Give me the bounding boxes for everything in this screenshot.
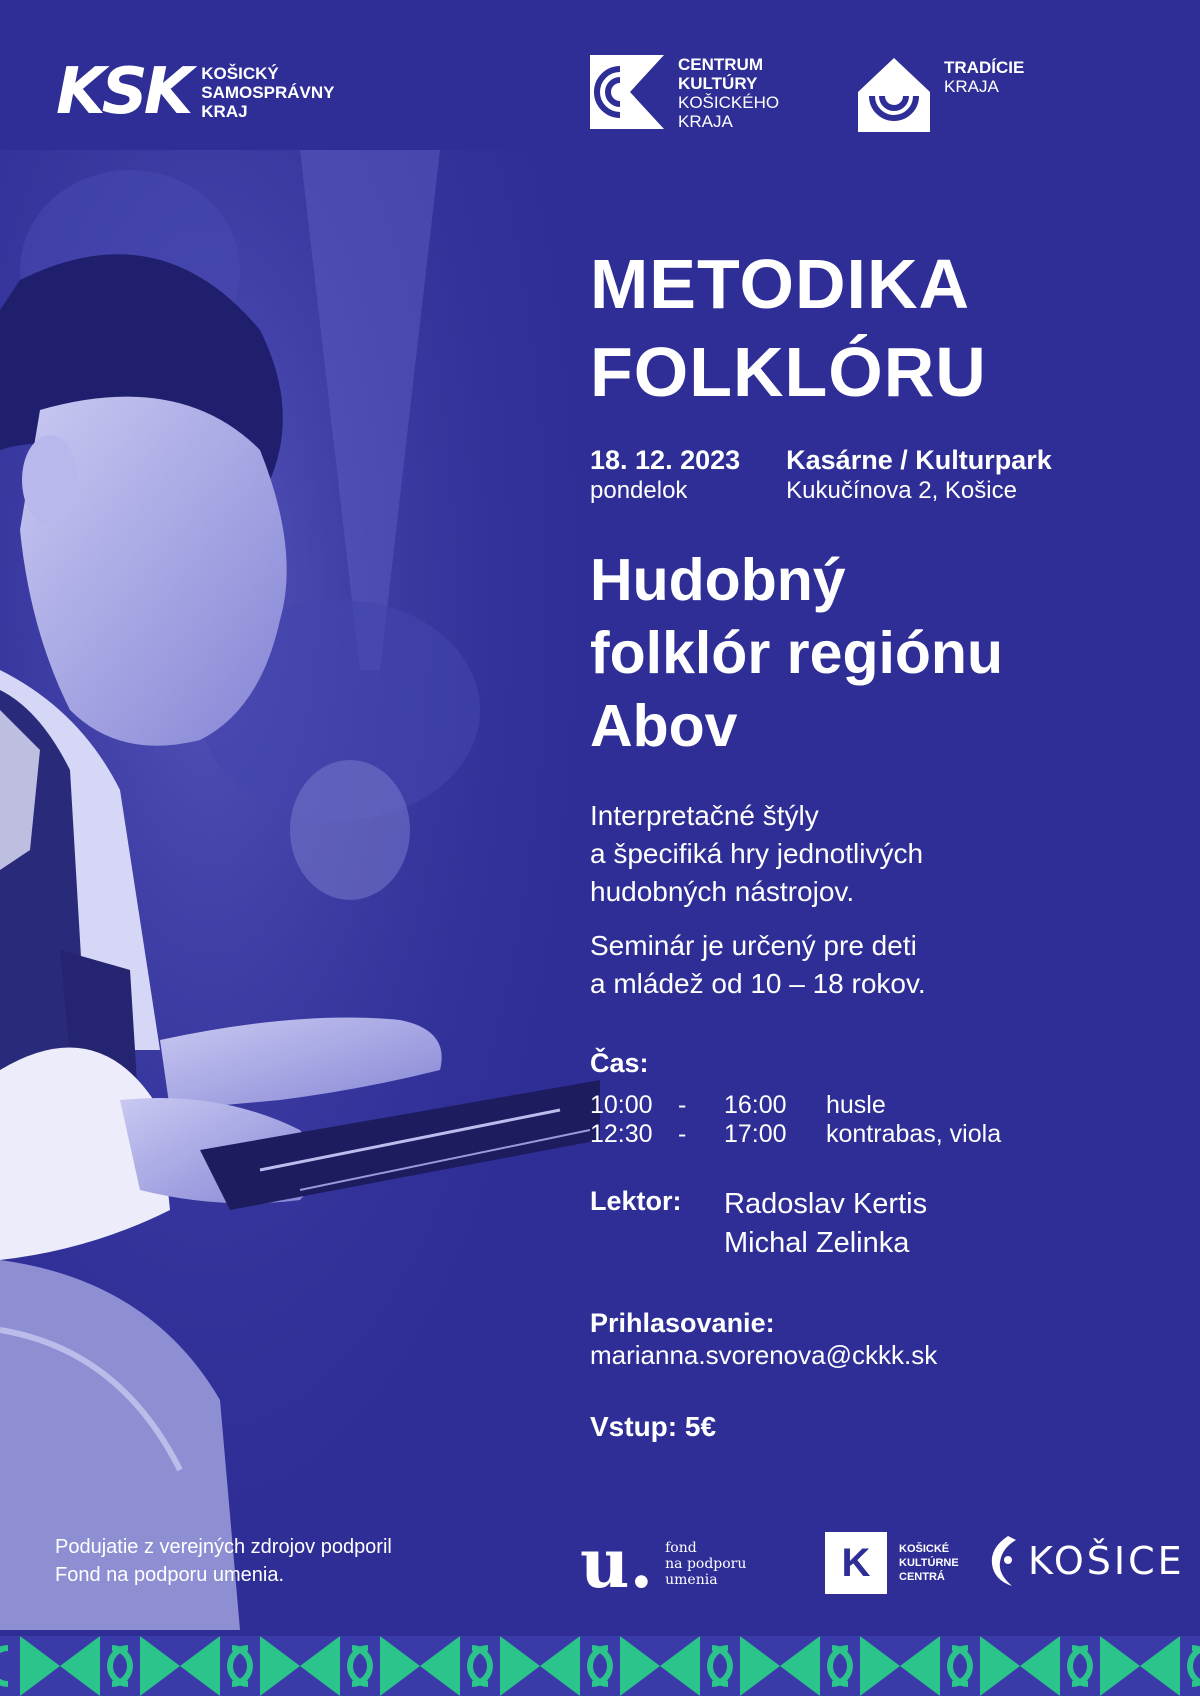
description-line-1: Interpretačné štýly (590, 800, 819, 831)
ckkk-logo-text (678, 55, 779, 131)
schedule-to: 17:00 (724, 1120, 787, 1148)
lecturer-name: Michal Zelinka (724, 1227, 910, 1259)
schedule-row (590, 1091, 1170, 1120)
schedule (590, 1047, 1170, 1149)
schedule-dash: - (678, 1091, 687, 1119)
kkc-line-2: KULTÚRNE (899, 1557, 959, 1569)
subtitle-line-2: folklór regiónu (590, 620, 1003, 686)
schedule-from: 10:00 (590, 1091, 653, 1119)
ckkk-line-2: KULTÚRY (678, 74, 758, 93)
event-content (590, 240, 1170, 1443)
schedule-instrument: husle (826, 1091, 886, 1119)
tradicie-line-1: TRADÍCIE (944, 58, 1025, 77)
ckkk-logo (590, 55, 779, 131)
fpu-line-2: na podporu (665, 1556, 747, 1572)
lecturers-names (724, 1185, 927, 1263)
entry-fee: Vstup: 5€ (590, 1411, 717, 1442)
fpu-line-1: fond (665, 1540, 697, 1556)
tradicie-line-2: KRAJA (944, 77, 999, 96)
event-weekday: pondelok (590, 477, 688, 504)
schedule-instrument: kontrabas, viola (826, 1120, 1002, 1148)
event-audience (590, 927, 1170, 1003)
event-subtitle (590, 544, 1170, 763)
schedule-dash: - (678, 1120, 687, 1148)
ksk-line-1: KOŠICKÝ (201, 63, 279, 83)
event-date-block (590, 444, 740, 506)
support-line-2: Fond na podporu umenia. (55, 1564, 285, 1586)
fpu-logo (580, 1524, 747, 1604)
schedule-rows (590, 1091, 1170, 1149)
subtitle-line-1: Hudobný (590, 547, 846, 613)
lecturer-name: Radoslav Kertis (724, 1188, 928, 1220)
fpu-line-3: umenia (665, 1572, 718, 1588)
lecturers (590, 1185, 1170, 1263)
description-line-2: a špecifiká hry jednotlivých (590, 838, 924, 869)
kosice-logo-text: KOŠICE (1028, 1539, 1185, 1583)
event-address: Kukučínova 2, Košice (786, 477, 1017, 504)
schedule-to: 16:00 (724, 1091, 787, 1119)
event-venue: Kasárne / Kulturpark (786, 445, 1052, 475)
kkc-logo-mark: K (825, 1532, 887, 1594)
decorative-pattern-band (0, 1636, 1200, 1696)
ksk-logo (56, 55, 335, 129)
schedule-heading: Čas: (590, 1048, 649, 1078)
event-venue-block (786, 444, 1052, 506)
tradicie-logo-text (944, 58, 1024, 96)
registration (590, 1307, 1170, 1371)
kkc-line-3: CENTRÁ (899, 1571, 945, 1583)
ckkk-logo-icon (590, 55, 664, 129)
fpu-logo-mark: u. (580, 1524, 654, 1604)
audience-line-2: a mládež od 10 – 18 rokov. (590, 968, 926, 999)
support-line-1: Podujatie z verejných zdrojov podporil (55, 1536, 392, 1558)
kkc-logo-text (899, 1542, 959, 1584)
description-line-3: hudobných nástrojov. (590, 876, 855, 907)
event-meta (590, 444, 1170, 506)
ksk-line-3: KRAJ (201, 101, 248, 121)
schedule-from: 12:30 (590, 1120, 653, 1148)
event-date: 18. 12. 2023 (590, 445, 741, 475)
kosice-emblem-icon (988, 1534, 1022, 1588)
ckkk-line-1: CENTRUM (678, 55, 763, 74)
musician-photo (0, 150, 600, 1630)
support-note (55, 1533, 392, 1589)
kkc-line-1: KOŠICKÉ (899, 1543, 950, 1555)
subtitle-line-3: Abov (590, 693, 738, 759)
registration-heading: Prihlasovanie: (590, 1308, 775, 1338)
lecturers-heading: Lektor: (590, 1186, 682, 1216)
ckkk-line-3: KOŠICKÉHO (678, 93, 780, 112)
registration-email-link[interactable]: marianna.svorenova@ckkk.sk (590, 1340, 938, 1370)
schedule-row (590, 1120, 1170, 1149)
ckkk-line-4: KRAJA (678, 112, 733, 131)
ksk-line-2: SAMOSPRÁVNY (201, 82, 335, 102)
kkc-logo (825, 1532, 959, 1594)
event-description (590, 797, 1170, 911)
fpu-logo-text (665, 1540, 746, 1588)
ksk-logo-text (201, 64, 334, 121)
page-title (590, 240, 1170, 416)
ksk-logo-mark: KSK (56, 55, 190, 129)
title-line-2: FOLKLÓRU (590, 333, 987, 411)
house-icon (858, 58, 930, 132)
audience-line-1: Seminár je určený pre deti (590, 930, 917, 961)
tradicie-logo (858, 58, 1024, 132)
title-line-1: METODIKA (590, 245, 971, 323)
kosice-logo (988, 1534, 1185, 1588)
